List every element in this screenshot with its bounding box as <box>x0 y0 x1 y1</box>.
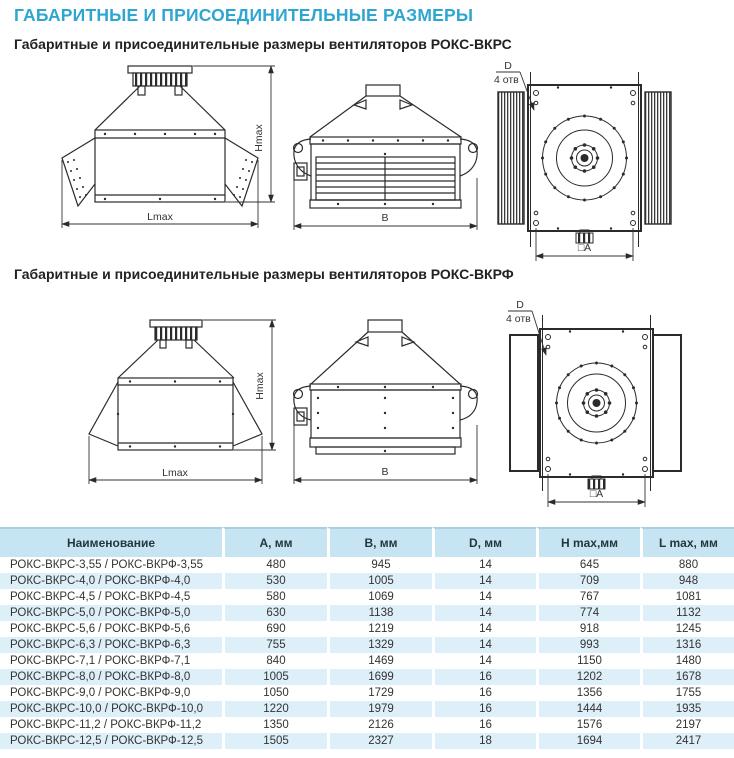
table-row <box>0 605 734 621</box>
square-a-dimension-label: □A <box>577 242 592 254</box>
model-name: РОКС-ВКРС-12,5 / РОКС-ВКРФ-12,5 <box>10 735 204 747</box>
dimension-value: 1935 <box>640 701 734 717</box>
dimension-value: 16 <box>432 669 536 685</box>
b-dimension-label: B <box>381 466 389 478</box>
column-header: L max, мм <box>640 527 734 557</box>
dimension-value: 1081 <box>640 589 734 605</box>
table-row <box>0 621 734 637</box>
dimension-value: 580 <box>222 589 327 605</box>
d-dimension-label: D <box>504 60 512 72</box>
dimension-value: 774 <box>536 605 640 621</box>
dimension-value: 1245 <box>640 621 734 637</box>
dimension-value: 1132 <box>640 605 734 621</box>
dimension-value: 2197 <box>640 717 734 733</box>
dimension-value: 690 <box>222 621 327 637</box>
dimension-value: 1219 <box>327 621 432 637</box>
dimension-value: 16 <box>432 717 536 733</box>
dimension-value: 840 <box>222 653 327 669</box>
lmax-dimension-label: Lmax <box>147 211 173 223</box>
dimension-value: 880 <box>640 557 734 573</box>
column-header: Наименование <box>0 527 222 557</box>
dimension-value: 1316 <box>640 637 734 653</box>
table-row <box>0 653 734 669</box>
dimension-value: 1350 <box>222 717 327 733</box>
model-name: РОКС-ВКРС-11,2 / РОКС-ВКРФ-11,2 <box>10 719 202 731</box>
dimension-value: 630 <box>222 605 327 621</box>
model-name: РОКС-ВКРС-4,5 / РОКС-ВКРФ-4,5 <box>10 591 191 603</box>
dimension-value: 14 <box>432 653 536 669</box>
dimension-value: 1678 <box>640 669 734 685</box>
holes-count-label: 4 отв <box>506 313 531 325</box>
model-name: РОКС-ВКРС-9,0 / РОКС-ВКРФ-9,0 <box>10 687 191 699</box>
dimension-value: 755 <box>222 637 327 653</box>
dimension-value: 18 <box>432 733 536 749</box>
dimension-value: 1576 <box>536 717 640 733</box>
table-row <box>0 717 734 733</box>
dimension-value: 14 <box>432 621 536 637</box>
section-title-vkrs: Габаритные и присоединительные размеры вентиляторов РОКС-ВКРС <box>14 36 512 52</box>
model-name: РОКС-ВКРС-4,0 / РОКС-ВКРФ-4,0 <box>10 575 191 587</box>
dimension-value: 1069 <box>327 589 432 605</box>
vkrs-top-view-drawing <box>468 58 734 268</box>
table-row <box>0 573 734 589</box>
dimension-value: 2327 <box>327 733 432 749</box>
dimension-value: 1005 <box>327 573 432 589</box>
table-row <box>0 685 734 701</box>
dimensions-table <box>0 527 734 749</box>
table-row <box>0 637 734 653</box>
dimension-value: 709 <box>536 573 640 589</box>
hmax-dimension-label: Hmax <box>254 372 266 400</box>
model-name: РОКС-ВКРС-10,0 / РОКС-ВКРФ-10,0 <box>10 703 204 715</box>
dimension-value: 945 <box>327 557 432 573</box>
table-header-row <box>0 527 734 557</box>
dimension-value: 1050 <box>222 685 327 701</box>
dimension-value: 480 <box>222 557 327 573</box>
dimension-value: 1138 <box>327 605 432 621</box>
model-name: РОКС-ВКРС-3,55 / РОКС-ВКРФ-3,55 <box>10 559 204 571</box>
dimension-value: 2417 <box>640 733 734 749</box>
dimension-value: 993 <box>536 637 640 653</box>
vkrf-side-view-drawing <box>10 294 280 514</box>
dimension-value: 14 <box>432 573 536 589</box>
dimension-value: 1150 <box>536 653 640 669</box>
dimension-value: 16 <box>432 701 536 717</box>
dimension-value: 14 <box>432 637 536 653</box>
lmax-dimension-label: Lmax <box>162 467 188 479</box>
b-dimension-label: B <box>381 212 389 224</box>
dimension-value: 645 <box>536 557 640 573</box>
dimension-value: 1480 <box>640 653 734 669</box>
dimension-value: 767 <box>536 589 640 605</box>
table-row <box>0 701 734 717</box>
dimension-value: 1469 <box>327 653 432 669</box>
vkrf-front-view-drawing <box>278 294 478 514</box>
dimension-value: 16 <box>432 685 536 701</box>
model-name: РОКС-ВКРС-5,0 / РОКС-ВКРФ-5,0 <box>10 607 191 619</box>
dimension-value: 948 <box>640 573 734 589</box>
dimension-value: 14 <box>432 557 536 573</box>
d-dimension-label: D <box>516 299 524 311</box>
section-title-vkrf: Габаритные и присоединительные размеры вентиляторов РОКС-ВКРФ <box>14 266 514 282</box>
dimension-value: 1444 <box>536 701 640 717</box>
page-title: ГАБАРИТНЫЕ И ПРИСОЕДИНИТЕЛЬНЫЕ РАЗМЕРЫ <box>14 5 474 25</box>
dimension-value: 1005 <box>222 669 327 685</box>
dimension-value: 1699 <box>327 669 432 685</box>
column-header: B, мм <box>327 527 432 557</box>
column-header: A, мм <box>222 527 327 557</box>
vkrs-front-view-drawing <box>278 60 478 255</box>
hmax-dimension-label: Hmax <box>253 124 265 152</box>
square-a-dimension-label: □A <box>589 488 604 500</box>
dimension-value: 918 <box>536 621 640 637</box>
column-header: D, мм <box>432 527 536 557</box>
model-name: РОКС-ВКРС-6,3 / РОКС-ВКРФ-6,3 <box>10 639 191 651</box>
dimension-value: 1356 <box>536 685 640 701</box>
vkrs-side-view-drawing <box>10 60 280 255</box>
dimension-value: 2126 <box>327 717 432 733</box>
column-header: H max,мм <box>536 527 640 557</box>
dimension-value: 530 <box>222 573 327 589</box>
dimension-value: 1329 <box>327 637 432 653</box>
table-row <box>0 589 734 605</box>
dimension-value: 1694 <box>536 733 640 749</box>
dimension-value: 14 <box>432 589 536 605</box>
table-row <box>0 557 734 573</box>
vkrf-top-view-drawing <box>468 295 734 520</box>
model-name: РОКС-ВКРС-7,1 / РОКС-ВКРФ-7,1 <box>10 655 191 667</box>
dimension-value: 14 <box>432 605 536 621</box>
table-row <box>0 733 734 749</box>
table-row <box>0 669 734 685</box>
model-name: РОКС-ВКРС-8,0 / РОКС-ВКРФ-8,0 <box>10 671 191 683</box>
dimension-value: 1202 <box>536 669 640 685</box>
dimension-value: 1755 <box>640 685 734 701</box>
dimension-value: 1220 <box>222 701 327 717</box>
dimension-value: 1505 <box>222 733 327 749</box>
model-name: РОКС-ВКРС-5,6 / РОКС-ВКРФ-5,6 <box>10 623 191 635</box>
dimension-value: 1979 <box>327 701 432 717</box>
holes-count-label: 4 отв <box>494 74 519 86</box>
dimension-value: 1729 <box>327 685 432 701</box>
